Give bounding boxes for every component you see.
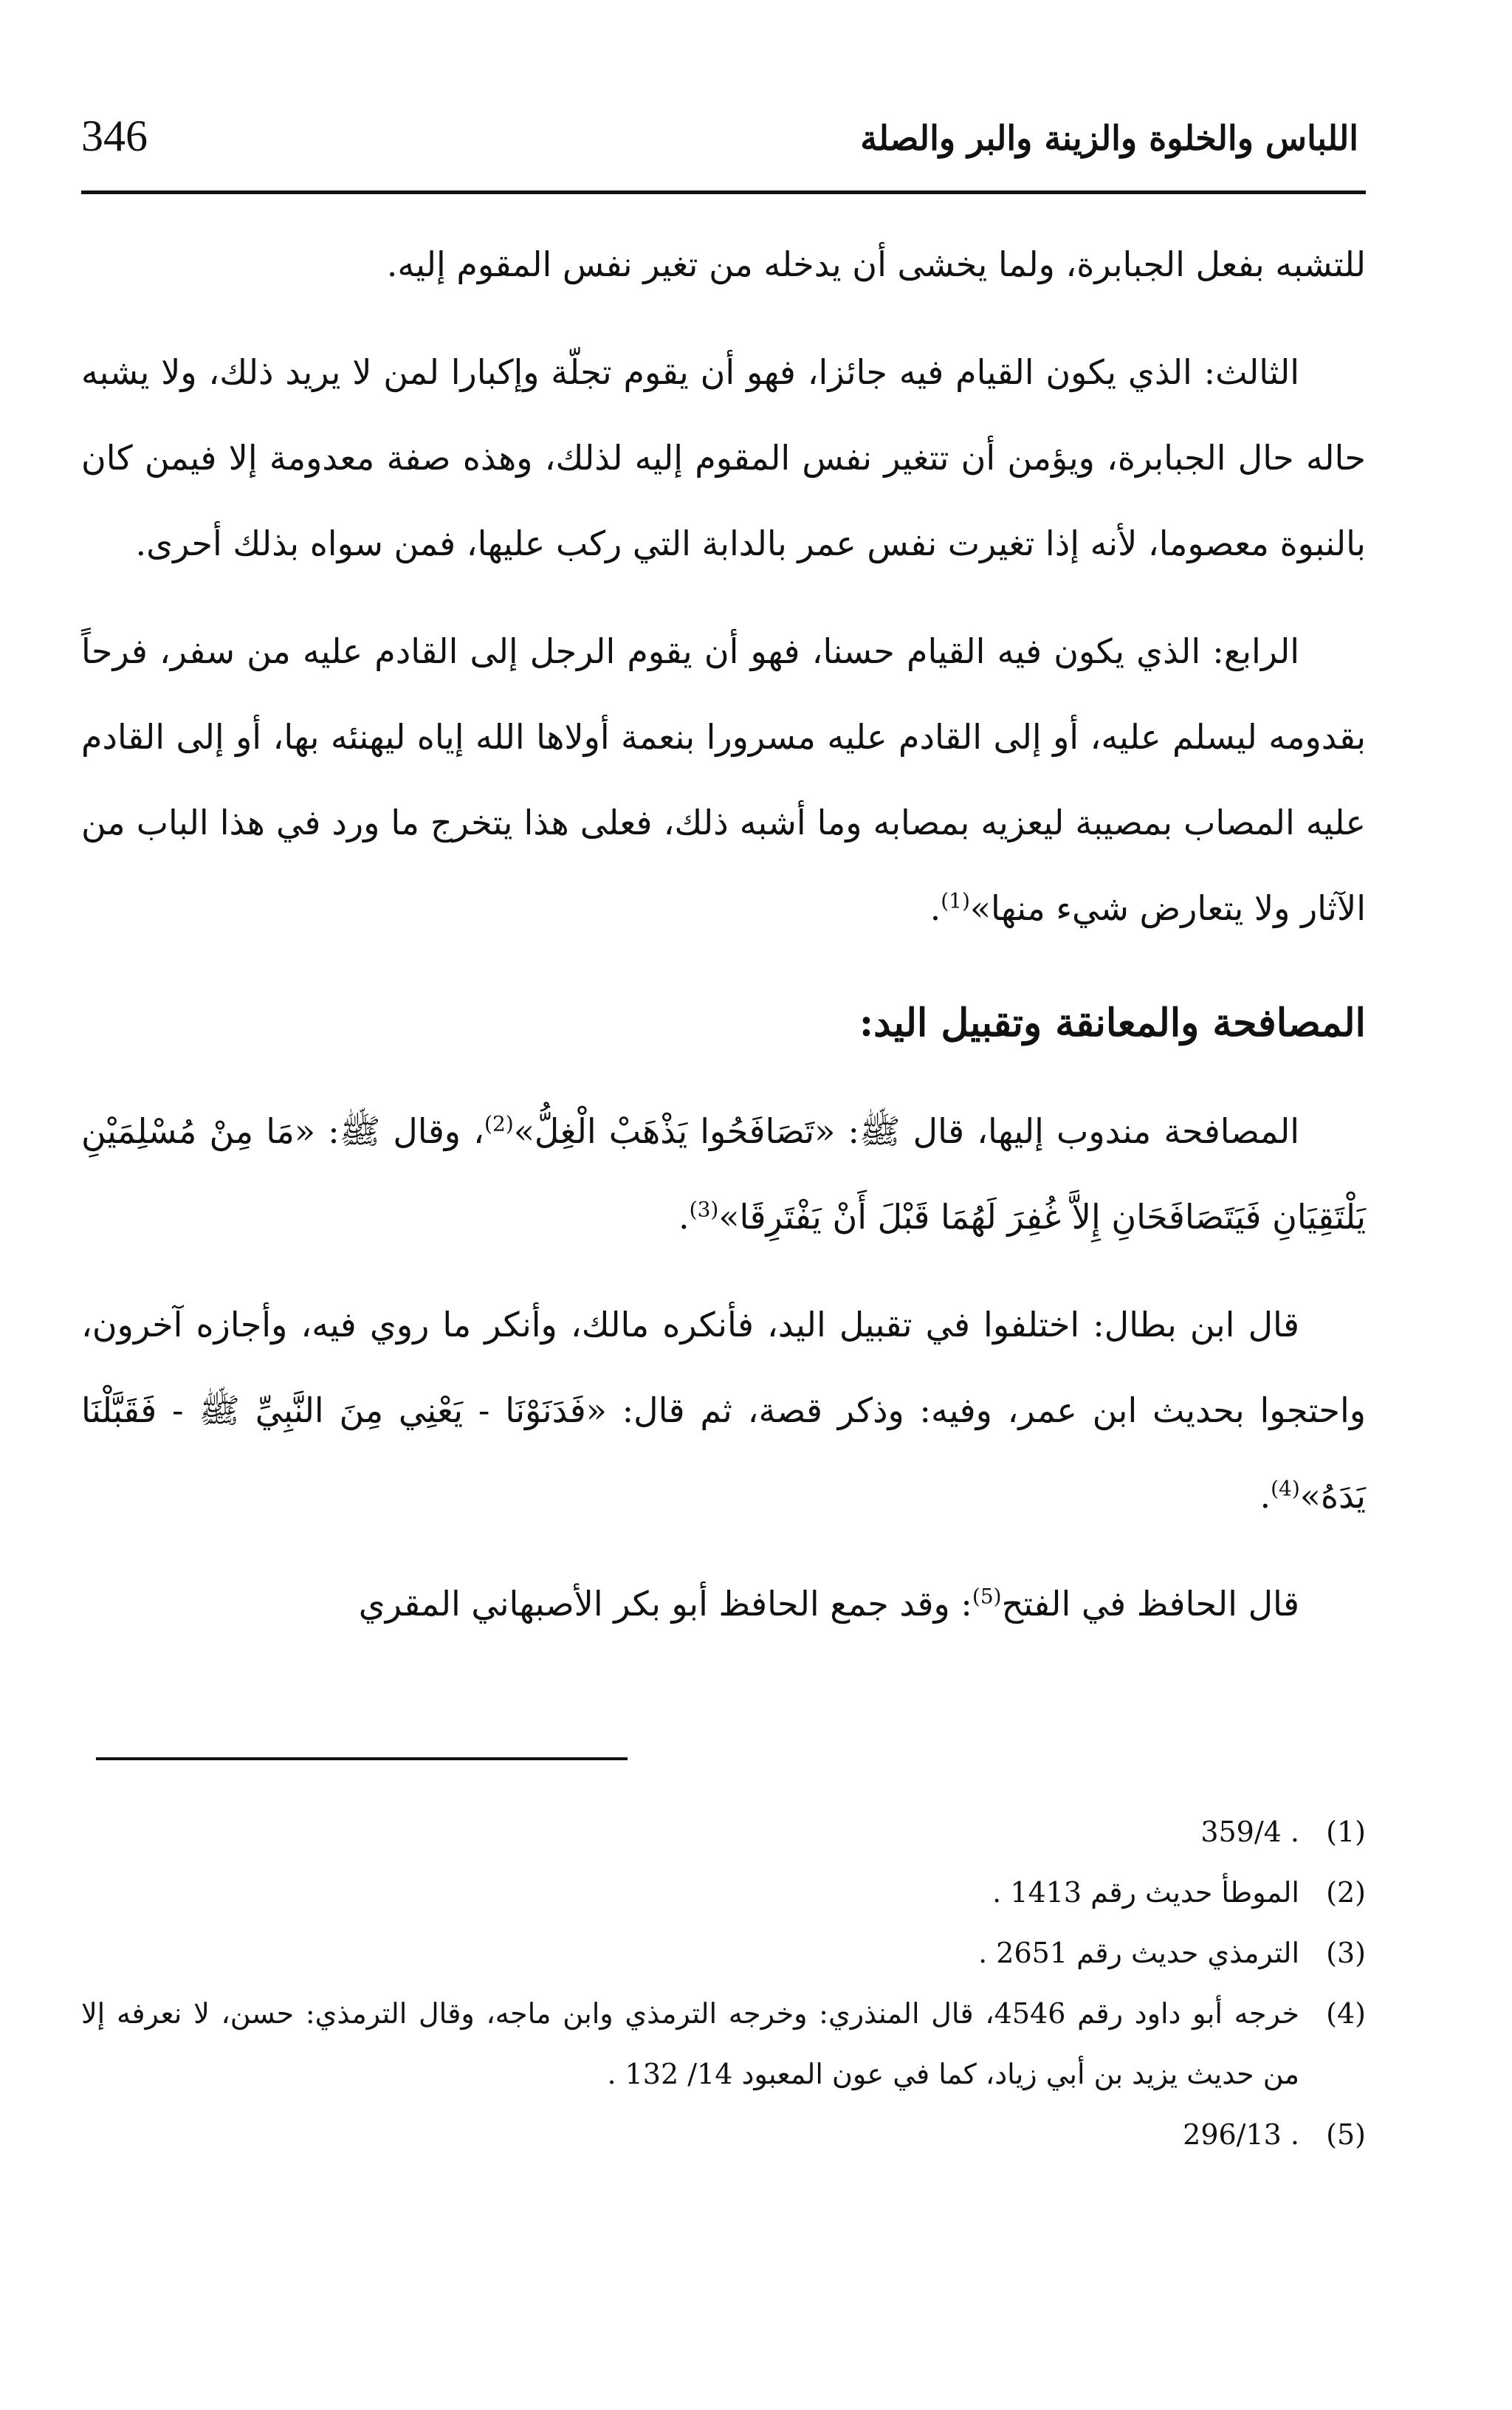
footnotes [81,1802,1366,2165]
page-header [81,111,1358,177]
paragraph-text: قال الحافظ في الفتح [1001,1584,1299,1624]
footnote [81,1983,1366,2104]
footnote-number: (5) [1326,2118,1366,2151]
footnote-number: (2) [1326,1876,1366,1909]
footnote-number: (1) [1326,1816,1366,1848]
section-heading: المصافحة والمعانقة وتقبيل اليد: [859,1000,1366,1046]
footnote-text: الترمذي حديث رقم 2651 . [978,1937,1299,1969]
footnote-number: (4) [1326,1997,1366,2030]
paragraph-text: ، وقال ﷺ: «مَا مِنْ مُسْلِمَيْنِ يَلْتَقِيَانِ فَيَتَصَافَحَانِ إِلاَّ غُفِرَ لَهُمَا قَبْلَ أَنْ يَفْتَرِقَا» [81,1111,1366,1237]
footnote-ref: (5) [972,1584,1002,1609]
paragraph-end: . [678,1197,690,1237]
paragraph [81,1561,1366,1647]
footnote-ref: (4) [1271,1476,1300,1501]
paragraph-text: المصافحة مندوب إليها، قال ﷺ: «تَصَافَحُوا يَذْهَبْ الْغِلُّ» [513,1111,1300,1151]
paragraph [81,1282,1366,1539]
footnote-text: . 359/4 [1200,1816,1299,1848]
paragraph-text: الرابع: الذي يكون فيه القيام حسنا، فهو أن يقوم الرجل إلى القادم عليه من سفر، فرحاً بقدومه ليسلم عليه، أو إلى القادم عليه مسرورا بنعمة أولاها الله إياه ليهنئه بها، أو إلى القادم عليه المصاب بمصيبة ليعزيه بمصابه وما أشبه ذلك، فعلى هذا يتخرج ما ورد في هذا الباب من الآثار ولا يتعارض شيء منها» [81,631,1366,928]
footnote-ref: (1) [941,888,970,913]
paragraph: للتشبه بفعل الجبابرة، ولما يخشى أن يدخله من تغير نفس المقوم إليه. [386,244,1366,284]
paragraph-end: . [929,888,941,928]
footnote-text: الموطأ حديث رقم 1413 . [992,1876,1299,1909]
footnote [81,1923,1366,1983]
footnote-separator [96,1757,628,1760]
footnote [81,1802,1366,1862]
page-number: 346 [81,111,148,160]
footnote-text: . 296/13 [1183,2118,1299,2151]
footnote-ref: (2) [484,1111,514,1136]
paragraph-text: قال ابن بطال: اختلفوا في تقبيل اليد، فأنكره مالك، وأنكر ما روي فيه، وأجازه آخرون، واحتجوا بحديث ابن عمر، وفيه: وذكر قصة، ثم قال: «فَدَنَوْنَا - يَعْنِي مِنَ النَّبِيِّ ﷺ - فَقَبَّلْنَا يَدَهُ» [81,1305,1366,1516]
footnote-ref: (3) [689,1197,719,1222]
paragraph-text: : وقد جمع الحافظ أبو بكر الأصبهاني المقري [358,1584,972,1624]
header-rule [81,190,1366,194]
paragraph-end: . [1260,1476,1271,1516]
running-title: اللباس والخلوة والزينة والبر والصلة [860,118,1358,158]
paragraph: الثالث: الذي يكون القيام فيه جائزا، فهو أن يقوم تجلّة وإكبارا لمن لا يريد ذلك، ولا يشبه حاله حال الجبابرة، ويؤمن أن تتغير نفس المقوم إليه لذلك، وهذه صفة معدومة إلا فيمن كان بالنبوة معصوما، لأنه إذا تغيرت نفس عمر بالدابة التي ركب عليها، فمن سواه بذلك أحرى. [81,352,1366,563]
footnote [81,1862,1366,1923]
paragraph [81,608,1366,951]
footnote-text: خرجه أبو داود رقم 4546، قال المنذري: وخرجه الترمذي وابن ماجه، وقال الترمذي: حسن، لا نعرفه إلا من حديث يزيد بن أبي زياد، كما في عون المعبود 14/ 132 . [81,1997,1299,2090]
footnote [81,2104,1366,2165]
footnote-number: (3) [1326,1937,1366,1969]
main-text [81,222,1366,1669]
paragraph [81,1088,1366,1260]
